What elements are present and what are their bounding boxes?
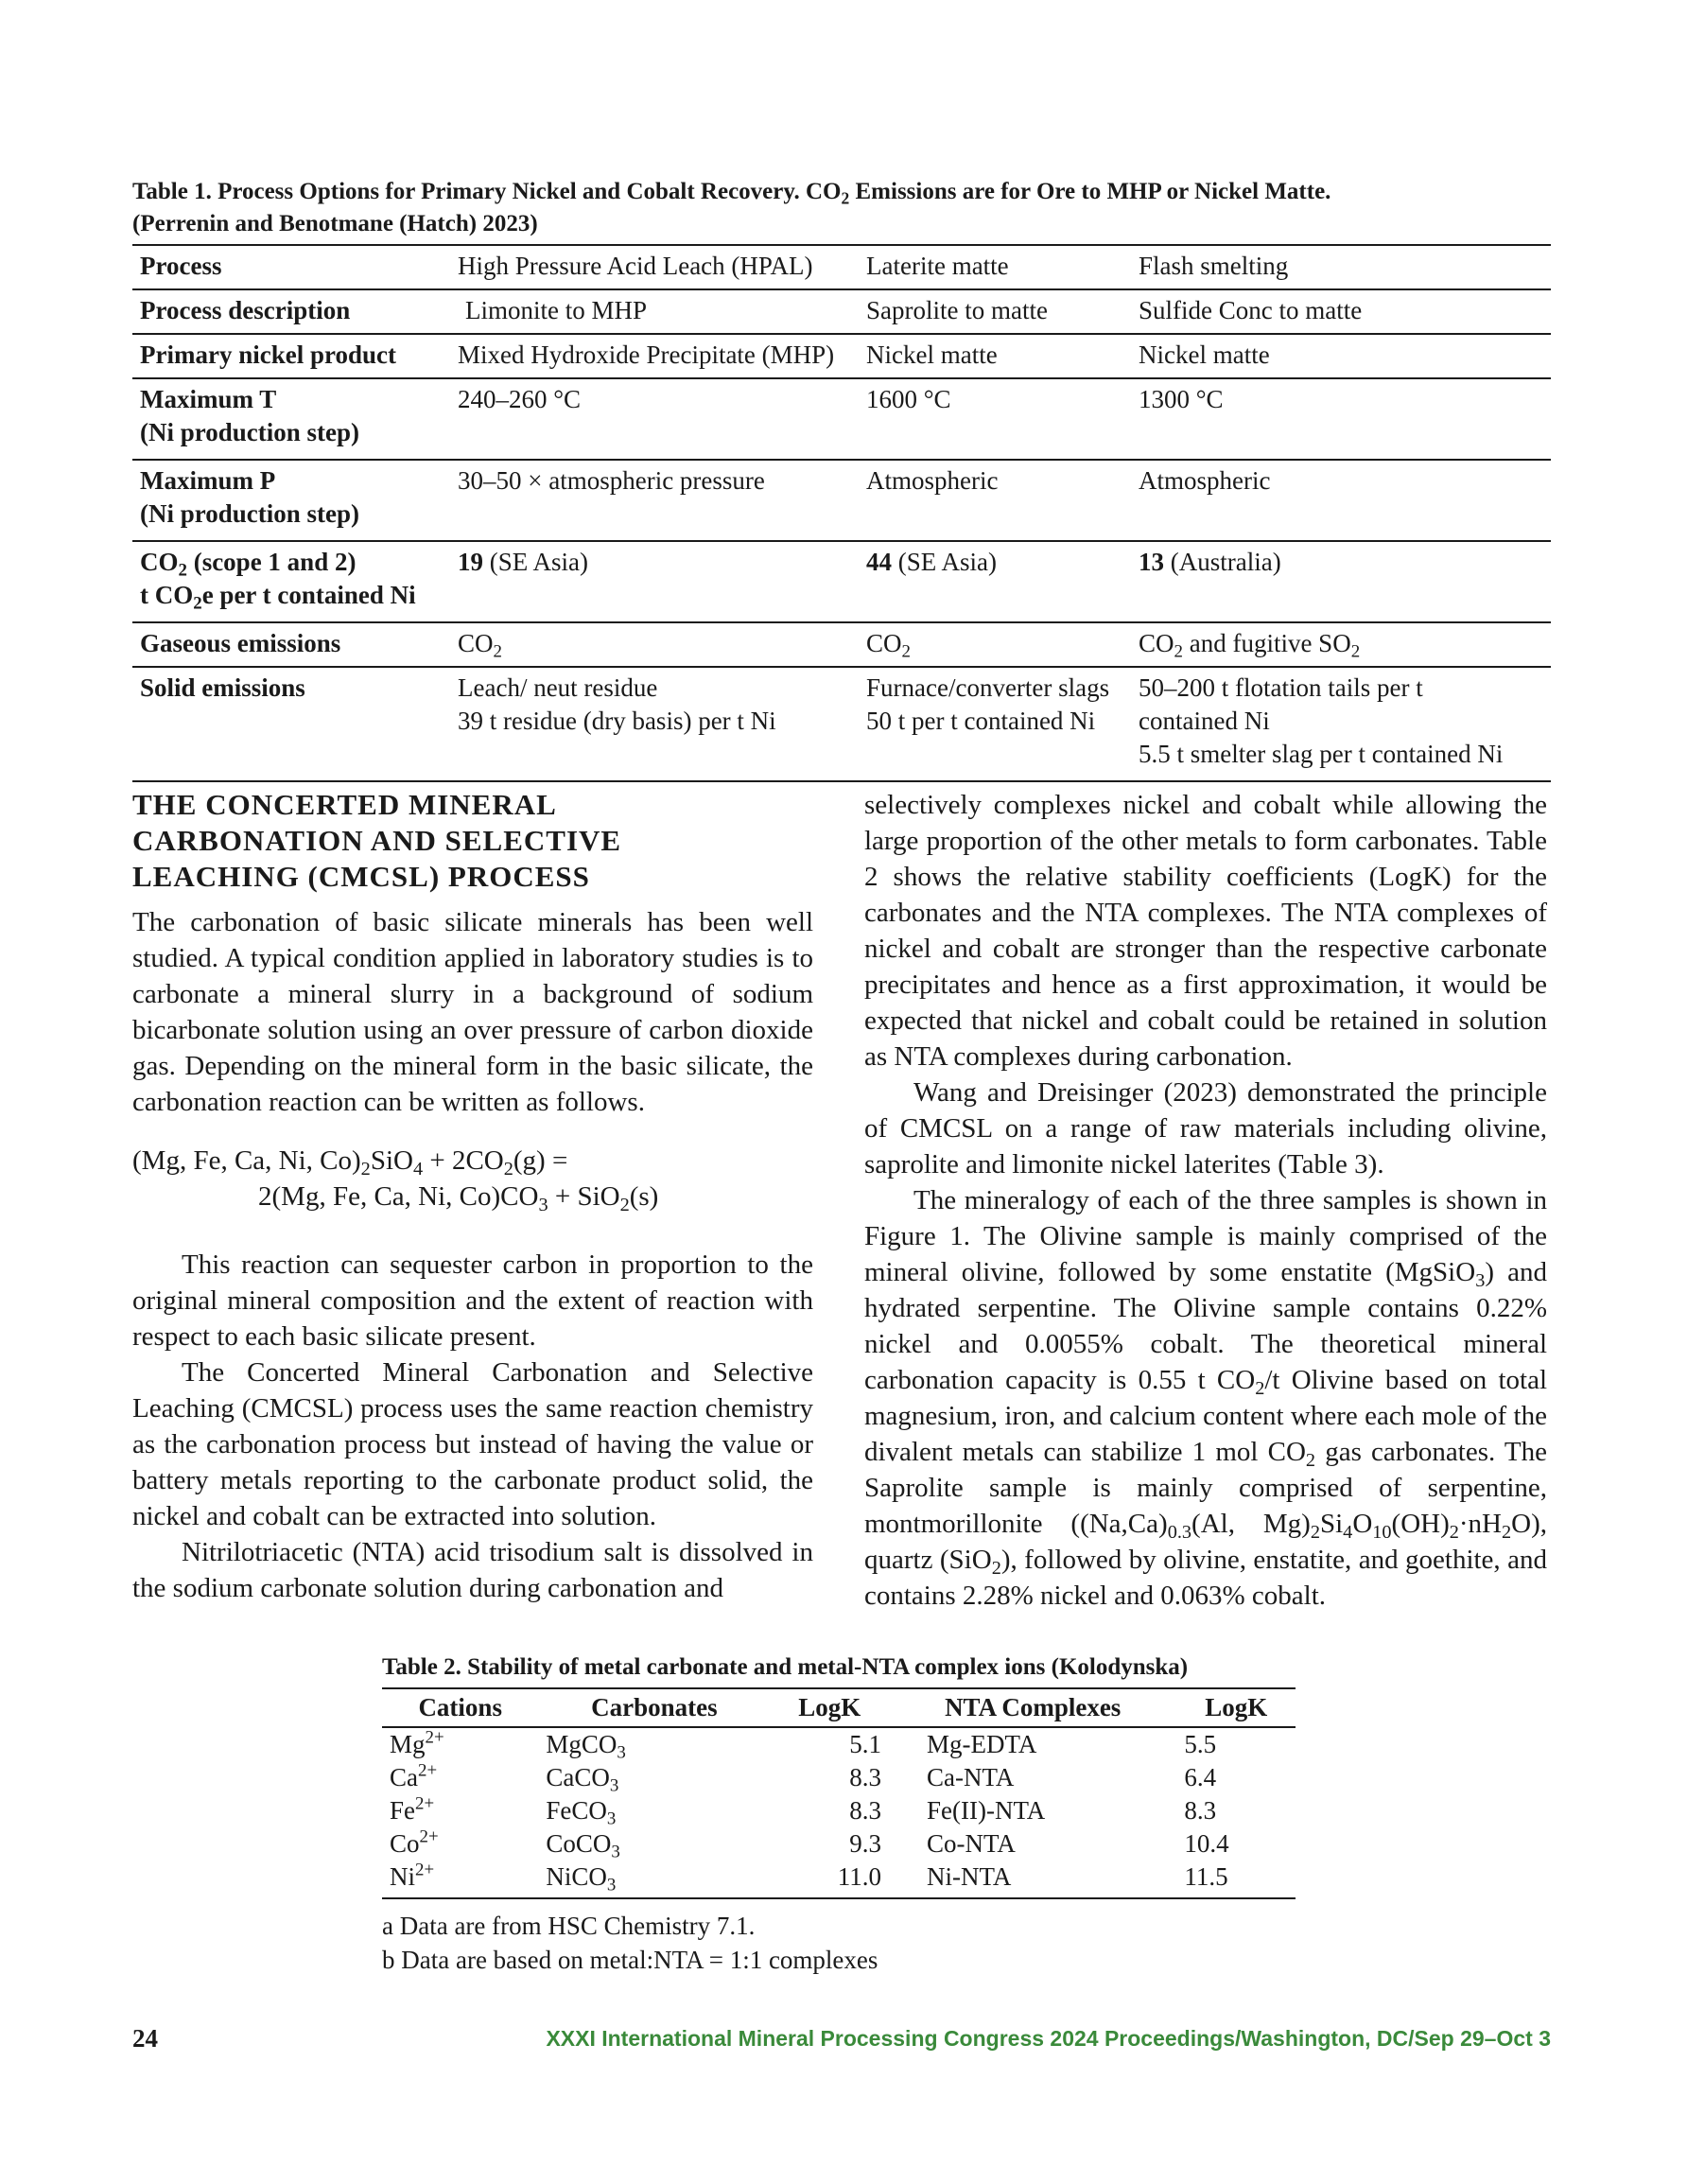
table-row: [132, 622, 1551, 667]
table-row: [132, 289, 1551, 334]
table-cell: Leach/ neut residue 39 t residue (dry basis) per t Ni: [458, 673, 776, 735]
table-row: [132, 334, 1551, 378]
table2-caption: Table 2. Stability of metal carbonate and metal-NTA complex ions (Kolodynska): [382, 1654, 1189, 1680]
logk-cell: 11.0: [837, 1862, 881, 1891]
table-cell: High Pressure Acid Leach (HPAL): [458, 252, 813, 280]
label-line: (Ni production step): [140, 418, 360, 446]
table1-caption: Table 1. Process Options for Primary Nickel and Cobalt Recovery. $CO_2$ Emissions are for Ore to MHP or Nickel Matte. (Perrenin and Benotmane (Hatch) 2023): [132, 179, 1331, 236]
table-cell: 30–50 × atmospheric pressure: [458, 466, 765, 495]
table-header-row: [382, 1688, 1296, 1727]
table1: [132, 244, 1551, 782]
nta-cell: Co-NTA: [927, 1829, 1016, 1858]
logk-cell: 10.4: [1184, 1829, 1229, 1858]
table-cell: Nickel matte: [866, 341, 998, 369]
table-row: [132, 460, 1551, 541]
table-cell: Flash smelting: [1139, 252, 1289, 280]
table-cell: Sulfide Conc to matte: [1139, 296, 1363, 324]
cation-cell: $Ni^{2+}$: [390, 1860, 435, 1891]
table2: [382, 1687, 1296, 1899]
paragraph: Nitrilotriacetic (NTA) acid trisodium salt is dissolved in the sodium carbonate solution during carbonation and: [132, 1537, 813, 1603]
table-row: [382, 1794, 1296, 1827]
table-note: a Data are from HSC Chemistry 7.1.: [382, 1912, 756, 1940]
cation-cell: $Co^{2+}$: [390, 1826, 439, 1858]
row-header: Gaseous emissions: [140, 629, 341, 657]
logk-cell: 11.5: [1184, 1862, 1228, 1891]
logk-cell: 5.1: [849, 1730, 881, 1758]
table-cell: Saprolite to matte: [866, 296, 1048, 324]
table-cell: $CO_2$: [866, 629, 911, 662]
row-header: [132, 378, 450, 460]
logk-cell: 8.3: [1184, 1796, 1217, 1825]
column-header: LogK: [798, 1693, 861, 1721]
row-header: [132, 460, 450, 541]
table-row: [132, 541, 1551, 622]
footer-text: XXXI International Mineral Processing Congress 2024 Proceedings/Washington, DC/Sep 29–Oct 3: [546, 2026, 1551, 2051]
nta-cell: Fe(II)-NTA: [927, 1796, 1046, 1825]
table-cell: 240–260 °C: [458, 385, 582, 413]
table-cell: $CO_2$ and fugitive $SO_2$: [1139, 629, 1361, 662]
paragraph: The carbonation of basic silicate minerals has been well studied. A typical condition applied in laboratory studies is to carbonate a mineral slurry in a background of sodium bicarbonate solution using an over pressure of carbon dioxide gas. Depending on the mineral form in the basic silicate, the carbonation reaction can be written as follows.: [132, 907, 813, 1117]
table-cell: 19 (SE Asia): [458, 548, 588, 576]
column-header: Carbonates: [591, 1693, 718, 1721]
table-cell: 44 (SE Asia): [866, 548, 997, 576]
table-cell: [450, 289, 859, 334]
paragraph: The Concerted Mineral Carbonation and Selective Leaching (CMCSL) process uses the same reaction chemistry as the carbonation process but instead of having the value or battery metals reporting to the carbonate product solid, the nickel and cobalt can be extracted into solution.: [132, 1357, 813, 1531]
paragraph: The mineralogy of each of the three samples is shown in Figure 1. The Olivine sample is mainly comprised of the mineral olivine, followed by some enstatite (MgSiO$_3$) and hydrated serpentine. The Olivine sample contains 0.22% nickel and 0.0055% cobalt. The theoretical mineral carbonation capacity is 0.55 t $CO_2/t$ Olivine based on total magnesium, iron, and calcium content where each mole of the divalent metals can stabilize 1 mol $CO_2$ gas carbonates. The Saprolite sample is mainly comprised of serpentine, montmorillonite ($(Na,Ca)_{0.3}(Al$, $Mg)_2Si_4O_{10}(OH)_2\cdot nH_2O$), quartz (SiO$_2$), followed by olivine, enstatite, and goethite, and contains 2.28% nickel and 0.063% cobalt.: [864, 1185, 1547, 1611]
table-row: [132, 245, 1551, 289]
nta-cell: Mg-EDTA: [927, 1730, 1037, 1758]
table-note: b Data are based on metal:NTA = 1:1 complexes: [382, 1946, 878, 1974]
logk-cell: 8.3: [849, 1763, 881, 1791]
table-cell: Mixed Hydroxide Precipitate (MHP): [458, 341, 835, 369]
logk-cell: 8.3: [849, 1796, 881, 1825]
row-header: Solid emissions: [140, 673, 305, 702]
table-cell: Atmospheric: [1139, 466, 1271, 495]
row-header: Process description: [140, 296, 351, 324]
table-row: [132, 667, 1551, 781]
row-header: Process: [140, 252, 222, 280]
table-cell: 1300 °C: [1139, 385, 1224, 413]
section-heading: THE CONCERTED MINERAL CARBONATION AND SELECTIVE LEACHING (CMCSL) PROCESS: [132, 788, 622, 893]
logk-cell: 5.5: [1184, 1730, 1217, 1758]
table-row: [382, 1827, 1296, 1861]
table-row: [382, 1727, 1296, 1761]
left-column: [132, 787, 813, 1606]
table-cell: 50–200 t flotation tails per t contained Ni 5.5 t smelter slag per t contained Ni: [1139, 673, 1504, 768]
equation: [132, 1143, 813, 1214]
cell-text: Limonite to MHP: [465, 296, 648, 324]
column-header: Cations: [418, 1693, 502, 1721]
table-cell: Laterite matte: [866, 252, 1009, 280]
label-line: Maximum T: [140, 385, 277, 413]
paragraph: Wang and Dreisinger (2023) demonstrated the principle of CMCSL on a range of raw materials including olivine, saprolite and limonite nickel laterites (Table 3).: [864, 1077, 1547, 1179]
table-cell: Nickel matte: [1139, 341, 1270, 369]
label-line: (Ni production step): [140, 499, 360, 528]
carbonate-cell: CoCO$_3$: [546, 1829, 620, 1862]
table-cell: Furnace/converter slags 50 t per t contained Ni: [866, 673, 1110, 735]
table-cell: 13 (Australia): [1139, 548, 1281, 576]
right-column: [864, 787, 1547, 1614]
carbonate-cell: NiCO$_3$: [546, 1862, 617, 1896]
row-header: $CO_2$ (scope 1 and 2) t $CO_2e$ per t contained Ni: [140, 548, 416, 614]
cation-cell: $Fe^{2+}$: [390, 1793, 435, 1825]
equation-line: (Mg, Fe, Ca, Ni, $Co)_2SiO_4 + 2CO_2(g)$ =: [132, 1145, 568, 1180]
table-row: [382, 1861, 1296, 1898]
table-row: [132, 378, 1551, 460]
carbonate-cell: MgCO$_3$: [546, 1730, 626, 1763]
page-footer: [132, 2024, 1551, 2062]
column-header: LogK: [1205, 1693, 1268, 1721]
cation-cell: $Mg^{2+}$: [390, 1727, 444, 1758]
table-row: [382, 1761, 1296, 1794]
column-header: NTA Complexes: [945, 1693, 1122, 1721]
carbonate-cell: CaCO$_3$: [546, 1763, 619, 1796]
table-cell: $CO_2$: [458, 629, 502, 662]
paragraph: This reaction can sequester carbon in proportion to the original mineral composition and the extent of reaction with respect to each basic silicate present.: [132, 1249, 813, 1352]
cation-cell: $Ca^{2+}$: [390, 1760, 438, 1791]
equation-line: 2(Mg, Fe, Ca, Ni, $Co)CO_3 + SiO_2(s)$: [258, 1181, 659, 1216]
table-cell: 1600 °C: [866, 385, 951, 413]
table-cell: Atmospheric: [866, 466, 999, 495]
page-number: 24: [132, 2024, 158, 2053]
nta-cell: Ni-NTA: [927, 1862, 1012, 1891]
carbonate-cell: FeCO$_3$: [546, 1796, 617, 1829]
label-line: Maximum P: [140, 466, 276, 495]
logk-cell: 9.3: [849, 1829, 881, 1858]
paragraph: selectively complexes nickel and cobalt while allowing the large proportion of the other metals to form carbonates. Table 2 shows the relative stability coefficients (LogK) for the carbonates and the NTA complexes. The NTA complexes of nickel and cobalt are stronger than the respective carbonate precipitates and hence as a first approximation, it would be expected that nickel and cobalt could be retained in solution as NTA complexes during carbonation.: [864, 790, 1547, 1072]
logk-cell: 6.4: [1184, 1763, 1217, 1791]
table2-notes: [382, 1909, 878, 1977]
nta-cell: Ca-NTA: [927, 1763, 1015, 1791]
row-header: Primary nickel product: [140, 341, 396, 369]
